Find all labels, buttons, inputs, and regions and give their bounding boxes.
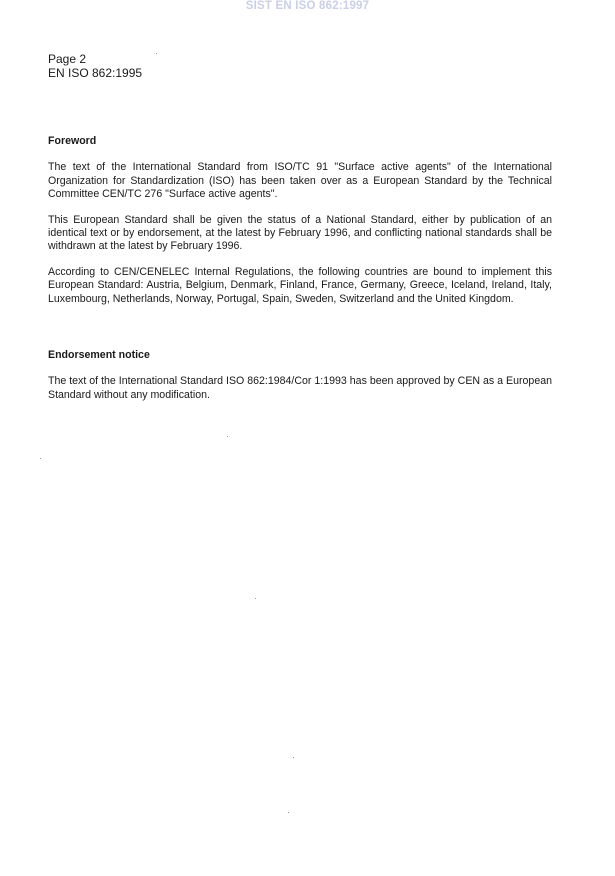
foreword-paragraph-2: This European Standard shall be given the status of a National Standard, either by publication of an identical text or by endorsement, at the latest by February 1996, and conflicting national standards shall be withdrawn at the latest by February 1996. [48, 213, 552, 253]
scan-speck [40, 458, 41, 459]
watermark: SIST EN ISO 862:1997 [245, 0, 370, 12]
scan-speck [293, 757, 294, 758]
page-header [48, 52, 142, 80]
scan-speck [227, 436, 228, 437]
foreword-heading: Foreword [48, 135, 97, 147]
endorsement-paragraph: The text of the International Standard ISO 862:1984/Cor 1:1993 has been approved by CEN as a European Standard without any modification. [48, 375, 552, 401]
page-number: Page 2 [48, 52, 87, 66]
scan-speck [255, 598, 256, 599]
endorsement-section [48, 349, 552, 402]
endorsement-heading: Endorsement notice [48, 349, 150, 361]
foreword-paragraph-3: According to CEN/CENELEC Internal Regulations, the following countries are bound to implement this European Standard: Austria, Belgium, Denmark, Finland, France, Germany, Greece, Iceland, Ireland, Italy, Luxembourg, Netherlands, Norway, Portugal, Spain, Sweden, Switzerland and the United Kingdom. [48, 265, 552, 305]
foreword-section [48, 135, 552, 306]
scan-speck [156, 53, 157, 54]
standard-id: EN ISO 862:1995 [48, 66, 143, 80]
scan-speck [288, 812, 289, 813]
foreword-paragraph-1: The text of the International Standard from ISO/TC 91 "Surface active agents" of the International Organization for Standardization (ISO) has been taken over as a European Standard by the Technical Committee CEN/TC 276 "Surface active agents". [48, 161, 552, 201]
